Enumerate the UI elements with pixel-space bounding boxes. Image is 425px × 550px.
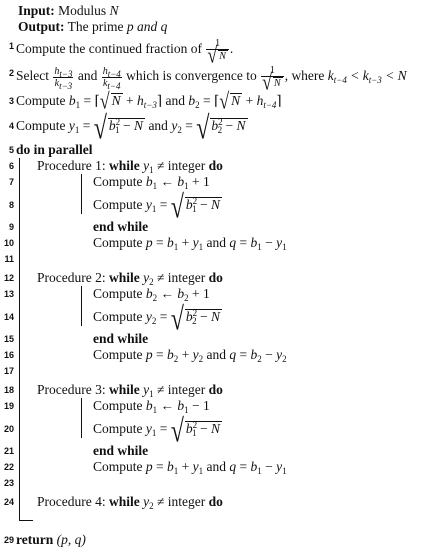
line-number: 23 [3, 478, 14, 488]
line-number: 3 [8, 96, 14, 106]
line-number: 6 [8, 161, 14, 171]
output-text: The prime [67, 19, 124, 34]
input-var: N [109, 3, 119, 18]
line-number: 14 [3, 312, 14, 322]
line-number: 22 [3, 462, 14, 472]
line-number: 20 [3, 424, 14, 434]
procedure-1-heading: Procedure 1: [37, 158, 106, 173]
fraction-h-k-t4: $\frac{h_{t-4}}{k_{t-4}}$ [102, 65, 121, 91]
line-number: 1 [8, 41, 14, 51]
line-number: 16 [3, 350, 14, 360]
return-value: (p, q) [56, 532, 86, 547]
procedure-4-heading: Procedure 4: [37, 494, 106, 509]
line-number: 11 [4, 254, 14, 264]
line-number: 5 [8, 145, 14, 155]
step-4-text: Compute [16, 118, 66, 133]
step-2-text-d: , where [284, 68, 325, 84]
line-number: 13 [3, 289, 14, 299]
line-number: 15 [3, 334, 14, 344]
output-vars: p and q [126, 19, 168, 34]
line-number: 9 [8, 222, 14, 232]
step-3-text: Compute [16, 93, 66, 108]
line-number: 18 [3, 385, 14, 395]
line-number: 8 [8, 200, 14, 210]
input-text: Modulus [58, 3, 107, 18]
step-2-text-c: which is convergence to [126, 68, 257, 84]
do-in-parallel: do in parallel [16, 142, 93, 157]
step-1-text: Compute the continued fraction of [16, 41, 202, 57]
line-number: 19 [3, 401, 14, 411]
input-label: Input: [18, 3, 55, 18]
line-number: 10 [3, 238, 14, 248]
line-number: 4 [8, 121, 14, 131]
line-number: 12 [3, 273, 14, 283]
line-number: 17 [3, 366, 14, 376]
line-number: 7 [8, 177, 14, 187]
procedure-3-heading: Procedure 3: [37, 382, 106, 397]
step-2-text-a: Select [16, 68, 49, 84]
inequality-k: $k_{t-4} < k_{t-3} < N$ [327, 68, 407, 86]
step-2-text-b: and [77, 68, 98, 84]
output-label: Output: [18, 19, 65, 34]
line-number: 24 [3, 497, 14, 507]
line-number: 2 [8, 68, 14, 78]
fraction-one-over-sqrt-n: $\frac{1}{√ N}$ [206, 38, 229, 62]
return-keyword: return [16, 532, 54, 547]
procedure-2-heading: Procedure 2: [37, 270, 106, 285]
fraction-one-over-sqrt-n-2: $\frac{1}{√ N}$ [261, 65, 284, 89]
line-number: 21 [3, 446, 14, 456]
fraction-h-k-t3: $\frac{h_{t-3}}{k_{t-3}}$ [54, 65, 73, 91]
line-number: 29 [3, 535, 14, 545]
